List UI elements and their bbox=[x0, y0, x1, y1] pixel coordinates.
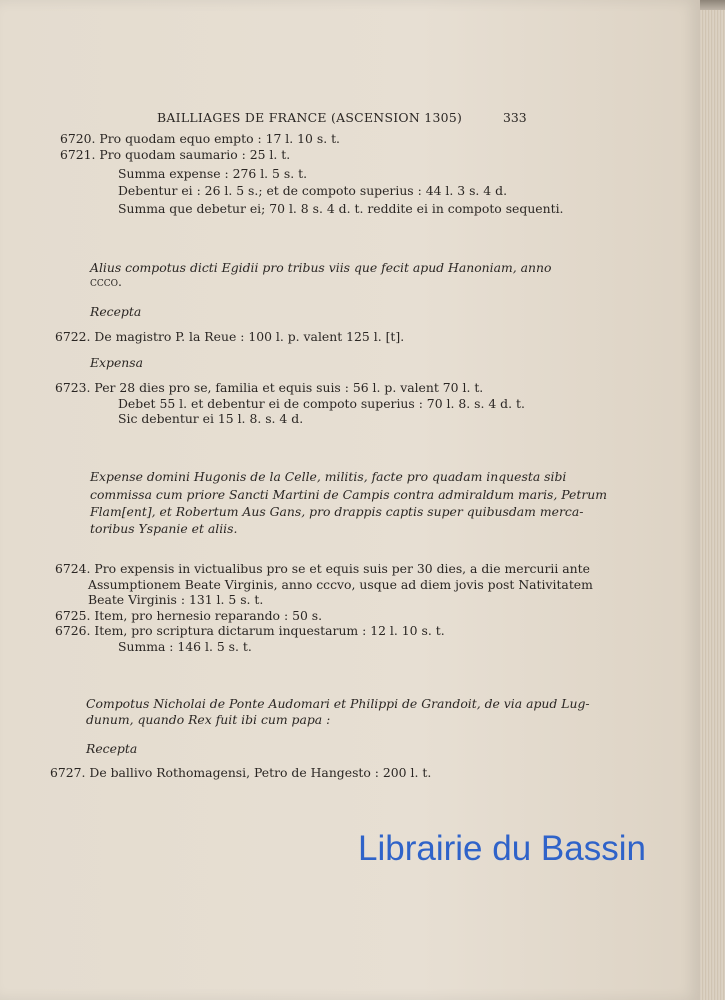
section-heading: Expense domini Hugonis de la Celle, militis, facte pro quadam inquesta sibi bbox=[90, 469, 567, 484]
entry-6723: 6723. Per 28 dies pro se, familia et equis suis : 56 l. p. valent 70 l. t. bbox=[55, 380, 484, 395]
entry-6721: 6721. Pro quodam saumario : 25 l. t. bbox=[60, 147, 291, 162]
sic-line: Sic debentur ei 15 l. 8. s. 4 d. bbox=[118, 411, 304, 426]
entry-6727: 6727. De ballivo Rothomagensi, Petro de Hangesto : 200 l. t. bbox=[50, 765, 432, 780]
entry-6726: 6726. Item, pro scriptura dictarum inquestarum : 12 l. 10 s. t. bbox=[55, 623, 445, 638]
watermark: Librairie du Bassin bbox=[358, 829, 646, 868]
section-heading-cont: ccco. bbox=[90, 274, 122, 289]
section-heading-cont: commissa cum priore Sancti Martini de Campis contra admiraldum maris, Petrum bbox=[90, 487, 608, 502]
page-number: 333 bbox=[503, 110, 527, 125]
expensa-label: Expensa bbox=[90, 355, 144, 370]
section-heading: Compotus Nicholai de Ponte Audomari et Philippi de Grandoit, de via apud Lug- bbox=[86, 696, 590, 711]
entry-6724: 6724. Pro expensis in victualibus pro se et equis suis per 30 dies, a die mercurii ante bbox=[55, 561, 590, 576]
summa-debetur-line: Summa que debetur ei; 70 l. 8 s. 4 d. t. reddite ei in compoto sequenti. bbox=[118, 201, 564, 216]
section-heading-cont: toribus Yspanie et aliis. bbox=[90, 521, 238, 536]
debentur-line: Debentur ei : 26 l. 5 s.; et de compoto superius : 44 l. 3 s. 4 d. bbox=[118, 183, 508, 198]
entry-6722: 6722. De magistro P. la Reue : 100 l. p. valent 125 l. [t]. bbox=[55, 329, 405, 344]
entry-6725: 6725. Item, pro hernesio reparando : 50 s. bbox=[55, 608, 323, 623]
section-heading-cont: Flam[ent], et Robertum Aus Gans, pro drappis captis super quibusdam merca- bbox=[90, 504, 584, 519]
recepta-label: Recepta bbox=[86, 741, 138, 756]
running-header: BAILLIAGES DE FRANCE (ASCENSION 1305) bbox=[157, 110, 463, 125]
entry-6724-cont: Assumptionem Beate Virginis, anno cccvo, usque ad diem jovis post Nativitatem bbox=[88, 577, 593, 592]
section-heading-cont: dunum, quando Rex fuit ibi cum papa : bbox=[86, 712, 331, 727]
summa-line: Summa expense : 276 l. 5 s. t. bbox=[118, 166, 308, 181]
section-heading: Alius compotus dicti Egidii pro tribus viis que fecit apud Hanoniam, anno bbox=[90, 260, 552, 275]
debet-line: Debet 55 l. et debentur ei de compoto superius : 70 l. 8. s. 4 d. t. bbox=[118, 396, 525, 411]
summa-line: Summa : 146 l. 5 s. t. bbox=[118, 639, 252, 654]
entry-6720: 6720. Pro quodam equo empto : 17 l. 10 s. t. bbox=[60, 131, 340, 146]
entry-6724-cont: Beate Virginis : 131 l. 5 s. t. bbox=[88, 592, 264, 607]
recepta-label: Recepta bbox=[90, 304, 142, 319]
page-edges bbox=[700, 10, 725, 1000]
